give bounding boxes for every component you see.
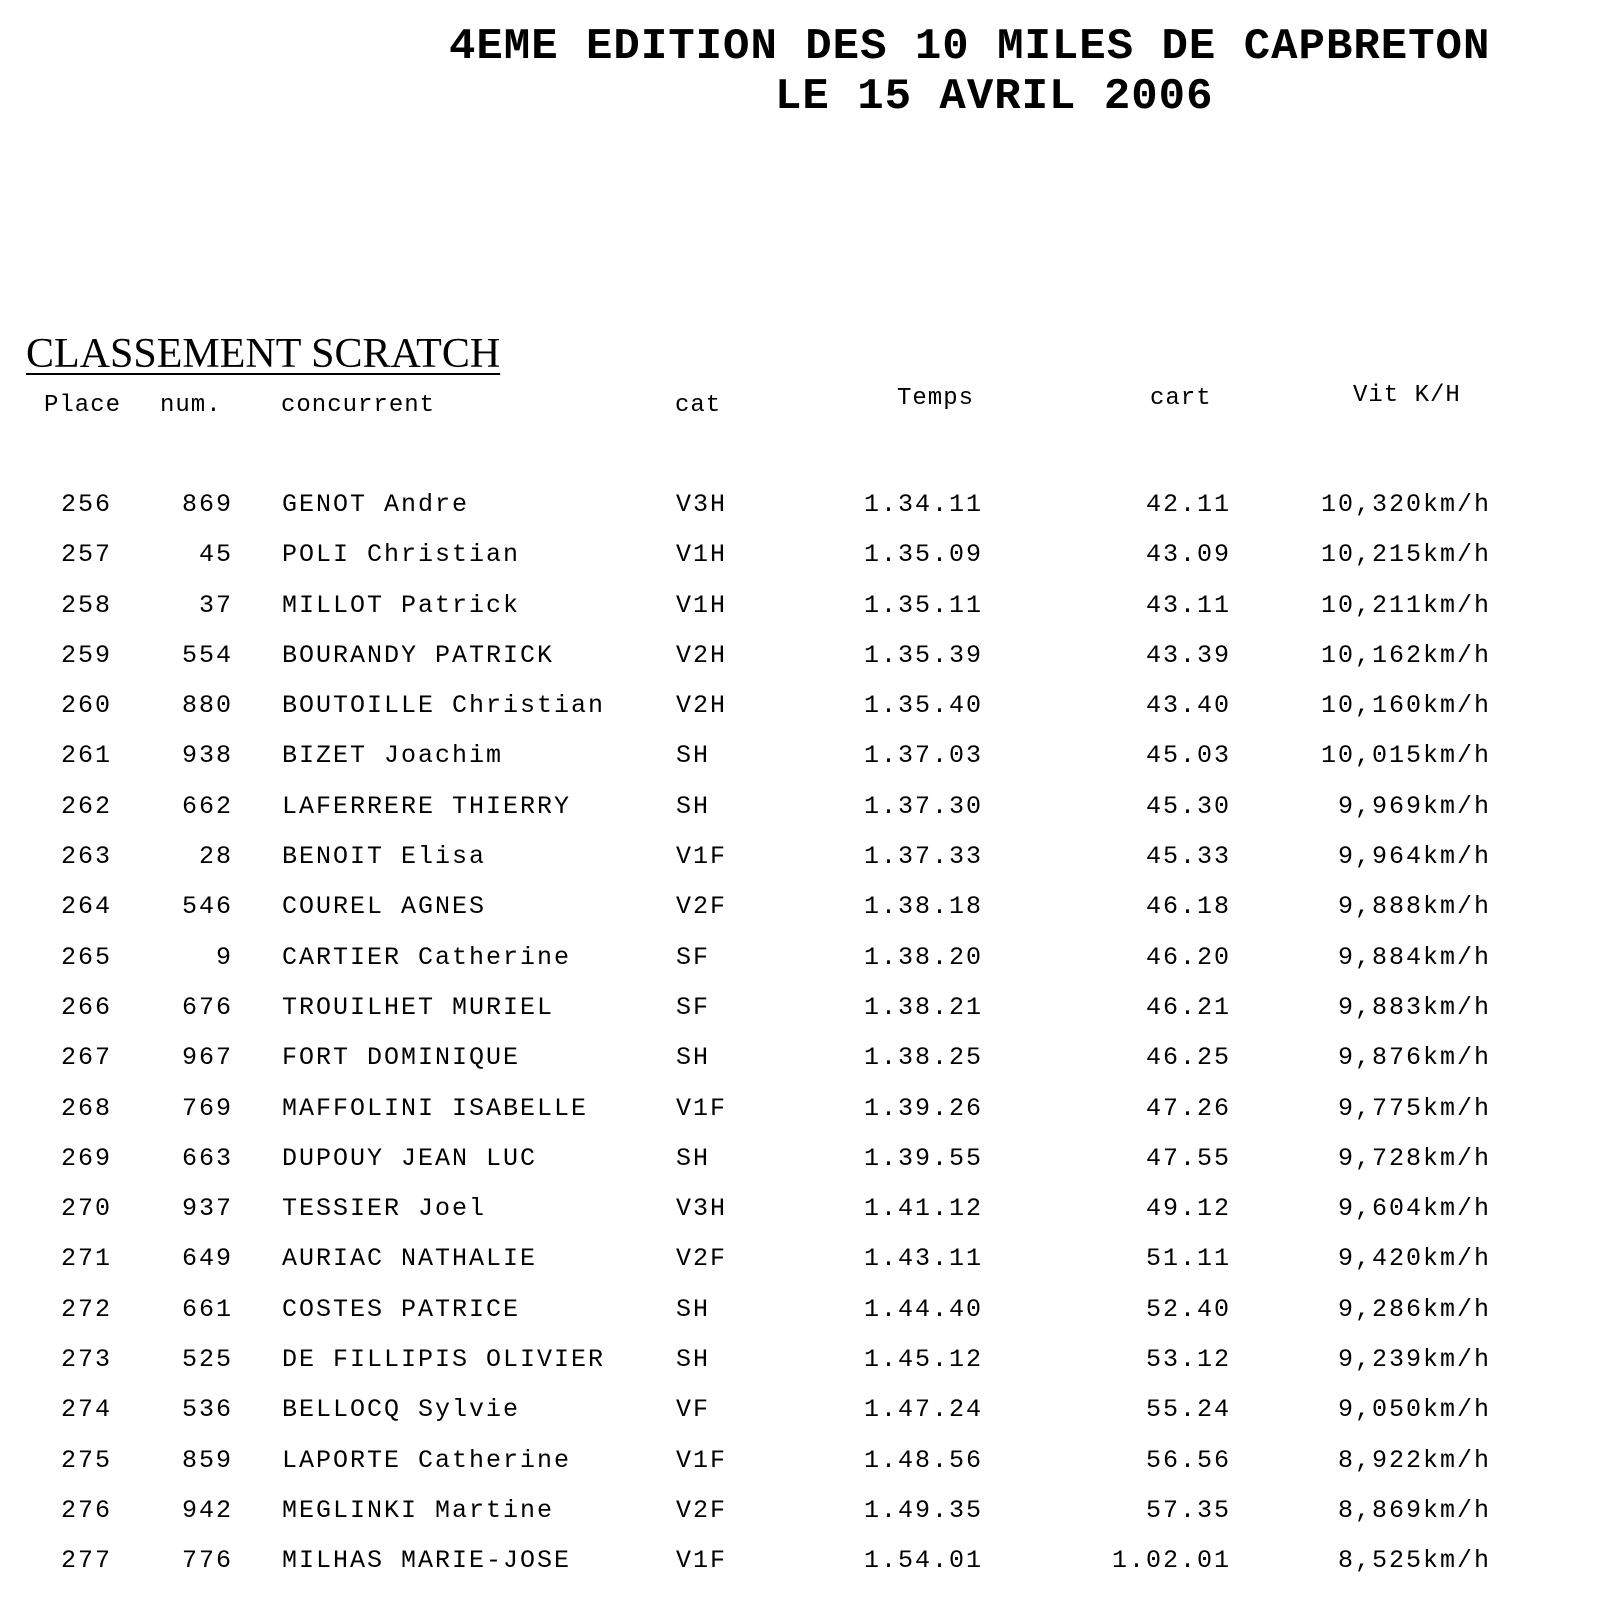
cell-cart: 43.09 [1145,540,1231,570]
cell-place: 256 [61,490,113,519]
results-table-body [0,490,1601,1597]
cell-vit: 9,888km/h [1337,892,1491,922]
cell-vit: 9,728km/h [1337,1143,1491,1173]
cell-cat: V1F [676,842,728,872]
cell-cart: 45.03 [1145,741,1231,771]
cell-cart: 46.18 [1145,892,1231,922]
cell-cat: V1H [676,540,728,570]
cell-num: 536 [181,1395,233,1425]
cell-vit: 9,883km/h [1337,992,1491,1022]
cell-cart: 46.25 [1145,1043,1231,1073]
cell-cat: SH [676,1294,711,1324]
cell-num: 938 [181,741,233,771]
cell-vit: 8,869km/h [1337,1495,1491,1525]
cell-place: 266 [61,992,113,1022]
cell-cat: SF [676,992,711,1022]
cell-concurrent: COUREL AGNES [282,892,487,922]
cell-temps: 1.37.03 [864,741,984,771]
cell-cat: SH [676,1143,711,1173]
cell-concurrent: BOURANDY PATRICK [282,640,555,670]
cell-place: 272 [61,1294,113,1324]
table-row [0,1144,1601,1194]
cell-vit: 9,286km/h [1337,1294,1491,1324]
cell-cat: SH [676,1345,711,1375]
cell-place: 271 [61,1244,113,1274]
cell-concurrent: BOUTOILLE Christian [282,691,606,721]
cell-concurrent: TESSIER Joel [282,1194,487,1224]
cell-cart: 46.21 [1145,992,1231,1022]
table-row [0,540,1601,590]
cell-num: 546 [181,892,233,922]
column-header-concurrent: concurrent [281,392,436,419]
cell-cart: 49.12 [1145,1194,1231,1224]
column-header-cat: cat [675,392,722,419]
cell-vit: 9,876km/h [1337,1043,1491,1073]
table-row [0,691,1601,741]
cell-place: 260 [61,691,113,721]
cell-num: 676 [181,992,233,1022]
cell-cat: V1F [676,1445,728,1475]
cell-concurrent: MILLOT Patrick [282,590,521,620]
cell-vit: 10,215km/h [1320,540,1491,570]
cell-concurrent: FORT DOMINIQUE [282,1043,521,1073]
table-row [0,1446,1601,1496]
cell-num: 967 [181,1043,233,1073]
cell-cat: V2H [676,640,728,670]
table-row [0,943,1601,993]
column-header-place: Place [44,392,122,419]
cell-vit: 9,420km/h [1337,1244,1491,1274]
cell-cat: SH [676,1043,711,1073]
table-row [0,641,1601,691]
cell-vit: 9,969km/h [1337,791,1491,821]
table-row [0,741,1601,791]
cell-place: 269 [61,1143,113,1173]
cell-temps: 1.44.40 [864,1294,984,1324]
cell-num: 45 [198,540,233,570]
cell-vit: 9,239km/h [1337,1345,1491,1375]
cell-temps: 1.35.09 [864,540,984,570]
cell-cart: 51.11 [1145,1244,1231,1274]
cell-temps: 1.38.21 [864,992,984,1022]
cell-temps: 1.41.12 [864,1194,984,1224]
cell-cat: V1F [676,1546,728,1576]
cell-temps: 1.38.18 [864,892,984,922]
cell-temps: 1.49.35 [864,1495,984,1525]
table-row [0,792,1601,842]
cell-vit: 8,525km/h [1337,1546,1491,1576]
cell-vit: 10,162km/h [1320,640,1491,670]
cell-temps: 1.37.33 [864,842,984,872]
cell-num: 776 [181,1546,233,1576]
cell-cart: 1.02.01 [1111,1546,1231,1576]
cell-num: 28 [198,842,233,872]
table-row [0,842,1601,892]
cell-cat: V1F [676,1093,728,1123]
cell-cart: 47.55 [1145,1143,1231,1173]
cell-vit: 9,964km/h [1337,842,1491,872]
cell-cart: 46.20 [1145,942,1231,972]
table-row [0,1345,1601,1395]
table-row [0,993,1601,1043]
cell-temps: 1.37.30 [864,791,984,821]
cell-num: 869 [181,490,233,519]
cell-place: 264 [61,892,113,922]
cell-concurrent: POLI Christian [282,540,521,570]
cell-concurrent: AURIAC NATHALIE [282,1244,538,1274]
cell-place: 273 [61,1345,113,1375]
cell-cat: SH [676,791,711,821]
cell-temps: 1.48.56 [864,1445,984,1475]
cell-temps: 1.35.39 [864,640,984,670]
table-row [0,591,1601,641]
table-row [0,1395,1601,1445]
cell-num: 649 [181,1244,233,1274]
cell-num: 525 [181,1345,233,1375]
cell-place: 257 [61,540,113,570]
cell-vit: 8,922km/h [1337,1445,1491,1475]
cell-temps: 1.43.11 [864,1244,984,1274]
cell-cat: SH [676,741,711,771]
cell-cart: 45.30 [1145,791,1231,821]
cell-cart: 45.33 [1145,842,1231,872]
cell-cat: V3H [676,1194,728,1224]
cell-concurrent: LAFERRERE THIERRY [282,791,572,821]
cell-vit: 9,884km/h [1337,942,1491,972]
cell-num: 663 [181,1143,233,1173]
table-row [0,1043,1601,1093]
cell-cart: 43.40 [1145,691,1231,721]
table-row [0,1295,1601,1345]
table-row [0,1496,1601,1546]
table-row [0,1094,1601,1144]
column-header-vit: Vit K/H [1353,382,1461,409]
cell-num: 859 [181,1445,233,1475]
cell-cart: 47.26 [1145,1093,1231,1123]
cell-vit: 9,775km/h [1337,1093,1491,1123]
cell-concurrent: BIZET Joachim [282,741,504,771]
cell-concurrent: DE FILLIPIS OLIVIER [282,1345,606,1375]
document-title-line-1: 4EME EDITION DES 10 MILES DE CAPBRETON [449,22,1491,72]
cell-concurrent: MEGLINKI Martine [282,1495,555,1525]
cell-concurrent: TROUILHET MURIEL [282,992,555,1022]
cell-cart: 56.56 [1145,1445,1231,1475]
cell-cart: 57.35 [1145,1495,1231,1525]
cell-cat: V2F [676,892,728,922]
cell-place: 263 [61,842,113,872]
cell-place: 261 [61,741,113,771]
cell-num: 942 [181,1495,233,1525]
cell-num: 661 [181,1294,233,1324]
section-title: CLASSEMENT SCRATCH [26,331,501,377]
cell-concurrent: MAFFOLINI ISABELLE [282,1093,589,1123]
cell-place: 277 [61,1546,113,1576]
cell-place: 268 [61,1093,113,1123]
column-header-cart: cart [1150,385,1212,412]
cell-temps: 1.45.12 [864,1345,984,1375]
table-row [0,1546,1601,1596]
cell-vit: 9,050km/h [1337,1395,1491,1425]
cell-concurrent: LAPORTE Catherine [282,1445,572,1475]
cell-cart: 43.39 [1145,640,1231,670]
cell-vit: 10,211km/h [1320,590,1491,620]
cell-concurrent: CARTIER Catherine [282,942,572,972]
cell-cat: V1H [676,590,728,620]
cell-num: 937 [181,1194,233,1224]
cell-cat: SF [676,942,711,972]
cell-concurrent: DUPOUY JEAN LUC [282,1143,538,1173]
cell-num: 662 [181,791,233,821]
document-title-line-2: LE 15 AVRIL 2006 [775,72,1214,122]
cell-temps: 1.34.11 [864,490,984,519]
cell-num: 554 [181,640,233,670]
cell-temps: 1.47.24 [864,1395,984,1425]
column-header-temps: Temps [897,385,975,412]
table-row [0,1244,1601,1294]
cell-cat: V2F [676,1495,728,1525]
column-header-num: num. [160,392,222,419]
cell-vit: 10,015km/h [1320,741,1491,771]
cell-cat: V3H [676,490,728,519]
table-header [0,382,1601,422]
cell-concurrent: BELLOCQ Sylvie [282,1395,521,1425]
cell-concurrent: GENOT Andre [282,490,470,519]
cell-num: 769 [181,1093,233,1123]
cell-place: 267 [61,1043,113,1073]
cell-cat: VF [676,1395,711,1425]
cell-place: 259 [61,640,113,670]
cell-place: 275 [61,1445,113,1475]
cell-cart: 52.40 [1145,1294,1231,1324]
cell-vit: 9,604km/h [1337,1194,1491,1224]
cell-temps: 1.39.26 [864,1093,984,1123]
cell-cart: 43.11 [1145,590,1231,620]
cell-temps: 1.35.11 [864,590,984,620]
cell-temps: 1.54.01 [864,1546,984,1576]
cell-concurrent: MILHAS MARIE-JOSE [282,1546,572,1576]
cell-temps: 1.39.55 [864,1143,984,1173]
cell-cart: 55.24 [1145,1395,1231,1425]
cell-place: 258 [61,590,113,620]
cell-cat: V2H [676,691,728,721]
table-row [0,892,1601,942]
cell-cart: 42.11 [1145,490,1231,519]
cell-num: 880 [181,691,233,721]
cell-vit: 10,320km/h [1320,490,1491,519]
cell-temps: 1.35.40 [864,691,984,721]
cell-concurrent: COSTES PATRICE [282,1294,521,1324]
cell-num: 9 [215,942,233,972]
cell-place: 270 [61,1194,113,1224]
cell-cat: V2F [676,1244,728,1274]
cell-cart: 53.12 [1145,1345,1231,1375]
cell-place: 265 [61,942,113,972]
cell-place: 262 [61,791,113,821]
cell-temps: 1.38.25 [864,1043,984,1073]
cell-temps: 1.38.20 [864,942,984,972]
cell-num: 37 [198,590,233,620]
cell-place: 274 [61,1395,113,1425]
table-row [0,1194,1601,1244]
cell-concurrent: BENOIT Elisa [282,842,487,872]
cell-vit: 10,160km/h [1320,691,1491,721]
table-row [0,490,1601,540]
cell-place: 276 [61,1495,113,1525]
